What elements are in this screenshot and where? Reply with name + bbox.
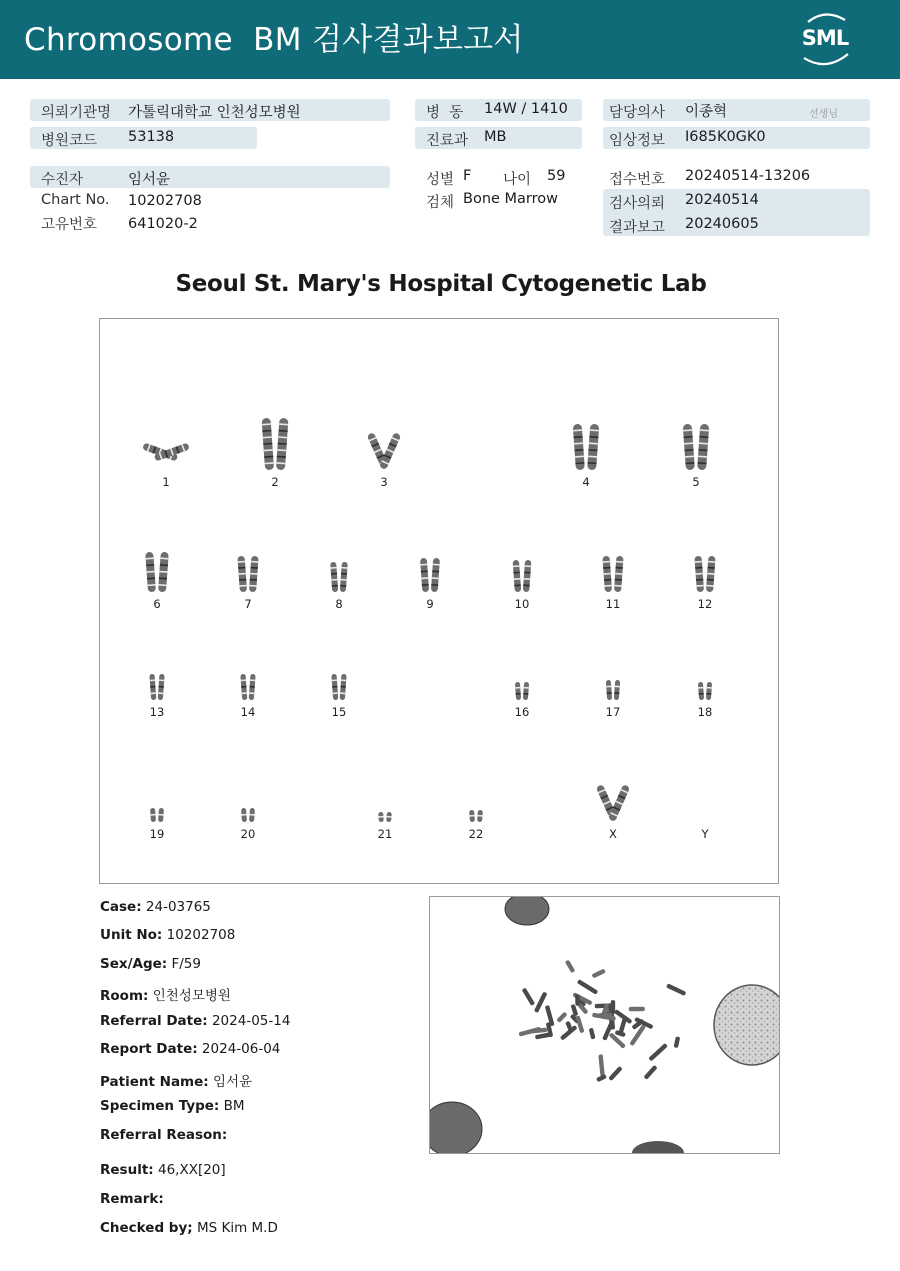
physician-label: 담당의사 — [609, 105, 666, 121]
room-value: 인천성모병원 — [152, 988, 231, 1004]
receipt-no-value: 20240514-13206 — [685, 168, 811, 184]
chromosome-label-12: 12 — [697, 597, 713, 611]
chromosome-label-x: X — [609, 827, 617, 841]
specimen-value: Bone Marrow — [463, 191, 559, 207]
metaphase-spread-image — [430, 897, 780, 1154]
unique-no-label: 고유번호 — [41, 217, 98, 233]
chromosome-pair-6 — [145, 552, 169, 611]
chromosome-label-19: 19 — [149, 827, 165, 841]
report-date-value: 2024-06-04 — [201, 1041, 281, 1057]
metaphase-chromosome — [629, 1024, 646, 1046]
chromosome-pair-11 — [602, 556, 623, 611]
chromosome-pair-18 — [698, 682, 713, 719]
institution-value: 가톨릭대학교 인천성모병원 — [128, 105, 301, 121]
specimen-type-key: Specimen Type: — [100, 1098, 220, 1114]
karyogram-panel — [99, 318, 779, 884]
chart-no-value: 10202708 — [128, 193, 202, 209]
chromosome-pair-3 — [367, 432, 402, 489]
chromosome-label-13: 13 — [149, 705, 165, 719]
sex-label: 성별 — [426, 172, 455, 188]
metaphase-chromosome — [575, 994, 580, 1005]
patient-name-value: 임서윤 — [212, 1074, 253, 1090]
result-key: Result: — [100, 1162, 154, 1178]
chromosome-label-10: 10 — [514, 597, 530, 611]
test-request-value: 20240514 — [685, 192, 759, 208]
sex-age-key: Sex/Age: — [100, 956, 168, 972]
case-value: 24-03765 — [145, 899, 211, 915]
specimen-type-row — [100, 1098, 245, 1114]
age-value: 59 — [547, 168, 566, 184]
chromosome-pair-10 — [513, 560, 532, 611]
chromosome-pair-1 — [142, 442, 190, 489]
receipt-no-label: 접수번호 — [609, 172, 666, 188]
checked-by-row — [100, 1220, 278, 1236]
room-key: Room: — [100, 988, 149, 1004]
chromosome-pair-16 — [515, 682, 530, 719]
nucleus-right — [714, 985, 780, 1065]
chromosome-label-5: 5 — [692, 475, 700, 489]
chromosome-pair-5 — [683, 424, 710, 489]
chromosome-label-18: 18 — [697, 705, 713, 719]
chromosome-pair-20 — [241, 808, 256, 841]
metaphase-chromosome — [575, 1015, 584, 1033]
unit-no-key: Unit No: — [100, 927, 163, 943]
nucleus-top — [505, 897, 549, 925]
metaphase-chromosomes — [518, 960, 686, 1083]
report-date-row — [100, 1041, 280, 1057]
metaphase-chromosome — [589, 1028, 596, 1040]
metaphase-chromosome — [611, 1000, 615, 1012]
chromosome-label-1: 1 — [162, 475, 170, 489]
chromosome-pair-17 — [606, 680, 621, 719]
chromosome-label-8: 8 — [335, 597, 343, 611]
chromosome-label-y: Y — [701, 827, 709, 841]
recipient-value: 임서윤 — [128, 172, 171, 188]
referral-date-key: Referral Date: — [100, 1013, 208, 1029]
karyogram-image — [100, 319, 780, 885]
referral-date-row — [100, 1013, 290, 1029]
physician-honorific: 선생님 — [809, 109, 838, 120]
report-date-key: Report Date: — [100, 1041, 198, 1057]
chromosome-pair-13 — [149, 674, 164, 719]
report-header — [0, 0, 900, 79]
hospital-code-label: 병원코드 — [41, 133, 98, 149]
recipient-label: 수진자 — [41, 172, 84, 188]
chromosome-pair-4 — [573, 424, 600, 489]
lab-title: Seoul St. Mary's Hospital Cytogenetic Lab — [175, 271, 707, 297]
report-title: Chromosome BM 검사결과보고서 — [24, 22, 524, 58]
chromosome-label-7: 7 — [244, 597, 252, 611]
chromosome-label-17: 17 — [605, 705, 621, 719]
chromosome-pair-y — [700, 827, 709, 841]
chromosome-label-14: 14 — [240, 705, 256, 719]
chromosome-pair-22 — [469, 810, 484, 841]
metaphase-chromosome — [643, 1065, 657, 1080]
patient-name-key: Patient Name: — [100, 1074, 209, 1090]
hospital-code-value: 53138 — [128, 129, 175, 145]
metaphase-image — [429, 896, 780, 1154]
referral-reason-key: Referral Reason: — [100, 1127, 228, 1143]
metaphase-chromosome — [592, 969, 606, 979]
metaphase-chromosome — [577, 979, 599, 995]
patient-name-row — [100, 1070, 252, 1090]
metaphase-chromosome — [629, 1007, 645, 1012]
chromosome-label-20: 20 — [240, 827, 256, 841]
case-row — [100, 899, 211, 915]
clinical-info-label: 임상정보 — [609, 133, 666, 149]
chromosome-pair-8 — [330, 562, 348, 611]
sex-value: F — [463, 168, 472, 184]
metaphase-chromosome — [534, 992, 548, 1014]
metaphase-chromosome — [608, 1066, 622, 1081]
metaphase-chromosome — [556, 1011, 567, 1022]
test-request-label: 검사의뢰 — [609, 196, 666, 212]
room-row — [100, 984, 231, 1004]
department-value: MB — [484, 129, 507, 145]
chart-no-label: Chart No. — [41, 192, 110, 208]
case-key: Case: — [100, 899, 142, 915]
chromosome-label-22: 22 — [468, 827, 484, 841]
unit-no-value: 10202708 — [166, 927, 236, 943]
metaphase-chromosome — [598, 1054, 605, 1076]
metaphase-chromosome — [666, 983, 686, 996]
chromosome-label-11: 11 — [605, 597, 621, 611]
metaphase-chromosome — [570, 1004, 578, 1016]
chromosome-pair-2 — [261, 418, 288, 489]
logo-text: SML — [801, 26, 849, 50]
remark-key: Remark: — [100, 1191, 164, 1207]
metaphase-chromosome — [545, 1005, 555, 1026]
result-report-label: 결과보고 — [609, 220, 666, 236]
sex-age-value: F/59 — [171, 956, 201, 972]
result-row — [100, 1162, 226, 1178]
specimen-label: 검체 — [426, 195, 455, 211]
result-report-value: 20240605 — [685, 216, 759, 232]
age-label: 나이 — [503, 172, 532, 188]
department-label: 진료과 — [426, 133, 469, 149]
specimen-type-value: BM — [223, 1098, 245, 1114]
checked-by-key: Checked by; — [100, 1220, 193, 1236]
metaphase-chromosome — [565, 960, 575, 974]
unique-no-value: 641020-2 — [128, 216, 198, 232]
metaphase-chromosome — [674, 1036, 681, 1048]
metaphase-chromosome — [648, 1043, 668, 1061]
chromosome-label-3: 3 — [380, 475, 388, 489]
ward-value: 14W / 1410 — [484, 101, 568, 117]
nucleus-bottom-left — [430, 1102, 482, 1154]
ward-label: 병 동 — [426, 105, 464, 121]
chromosome-label-2: 2 — [271, 475, 279, 489]
chromosome-pair-7 — [237, 556, 258, 611]
unit-no-row — [100, 927, 235, 943]
chromosome-pair-15 — [331, 674, 346, 719]
band-recipient — [30, 166, 390, 188]
chromosome-label-16: 16 — [514, 705, 530, 719]
chromosome-label-21: 21 — [377, 827, 393, 841]
chromosome-pair-14 — [240, 674, 255, 719]
chromosome-label-6: 6 — [153, 597, 161, 611]
result-value: 46,XX[20] — [157, 1162, 226, 1178]
referral-reason-row — [100, 1127, 227, 1143]
chromosome-pair-19 — [150, 808, 165, 841]
referral-date-value: 2024-05-14 — [211, 1013, 291, 1029]
remark-row — [100, 1191, 164, 1207]
sml-logo — [790, 8, 860, 70]
chromosome-pair-12 — [694, 556, 715, 611]
checked-by-value: MS Kim M.D — [196, 1220, 278, 1236]
nucleus-bottom — [632, 1141, 684, 1154]
physician-value: 이종혁 — [685, 104, 728, 120]
metaphase-chromosome — [522, 988, 535, 1006]
institution-label: 의뢰기관명 — [41, 105, 112, 121]
chromosome-pair-x — [596, 784, 631, 841]
sex-age-row — [100, 956, 201, 972]
chromosome-label-4: 4 — [582, 475, 590, 489]
chromosome-label-15: 15 — [331, 705, 347, 719]
clinical-info-value: I685K0GK0 — [685, 129, 766, 145]
chromosome-label-9: 9 — [426, 597, 434, 611]
chromosome-pair-9 — [420, 558, 440, 611]
chromosome-pair-21 — [378, 812, 393, 841]
